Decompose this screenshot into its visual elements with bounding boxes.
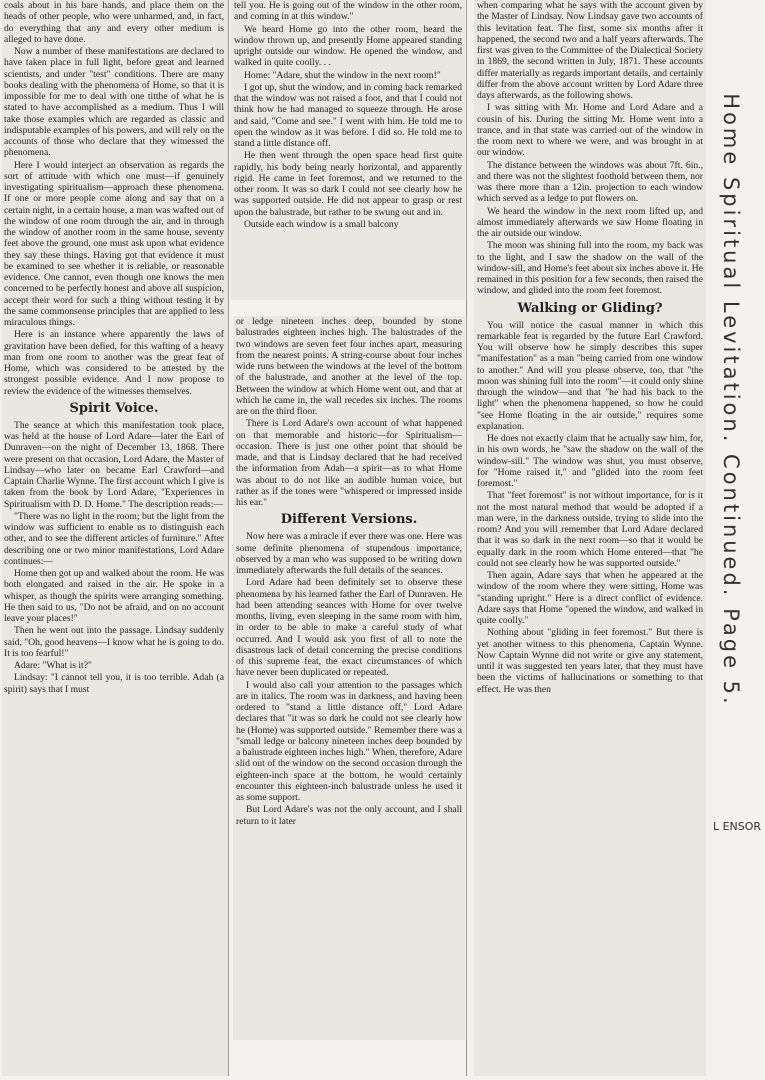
article-column-2-bottom [233, 316, 465, 1040]
paragraph: when comparing what he says with the account given by the Master of Lindsay. Now Lindsay gave two accounts of this levitation feat. The first, some six months after it happened, the second two and a half years afterwards. The first was given to the Committee of the Dialectical Society in 1869, the second written in July, 1871. These accounts differ materially as regards important details, and certainly differ from the above account written by Lord Adare three days afterwards, as the following shows. [477, 0, 703, 101]
handwritten-title: Home Spiritual Levitation. Continued. Page 5. [719, 93, 743, 707]
column-divider [228, 0, 229, 1076]
paragraph: "There was no light in the room; but the light from the window was sufficient to enable us to distinguish each other, and to see the different articles of furniture." After describing one or two minor manifestations, Lord Adare continues:— [4, 510, 224, 567]
paragraph: Here I would interject an observation as regards the sort of attitude with which one must—if genuinely investigating spiritualism—approach these phenomena. If one or more people come along and say that on a certain night, in a certain house, a man was wafted out of the window of one room through the air, and in through the window of another room in the same house, seventy feet above the ground, one must ask upon what evidence they say these things. Having got that evidence it must be examined to see whether it is reliable, or reasonable evidence. One cannot, even though one knows the men concerned to be perfectly honest and above all suspicion, accept their word for such a thing without testing it by the same commonsense principles that are applied to less miraculous things. [4, 159, 224, 328]
paragraph: I was sitting with Mr. Home and Lord Adare and a cousin of his. During the sitting Mr. Home went into a trance, and in that state was carried out of the window in the room next to where we were, and was brought in at our window. [477, 102, 703, 159]
paragraph: Now a number of these manifestations are declared to have taken place in full light, before great and learned scientists, and under "test" conditions. There are many books dealing with the phenomena of Home, so that it is impossible for me to deal with one titthe of what he is stated to have accomplished as a medium. Thus I will take those examples which are regarded as classic and indisputable examples of his powers, and will rely on the accounts of those who declare that they witnessed the phenomena. [4, 46, 224, 159]
paragraph: Then again, Adare says that when he appeared at the window of the room where they were sitting, Home was "standing upright." Here is a direct conflict of evidence. Adare says that Home "opened the window, and walked in quite coolly." [477, 570, 703, 626]
article-column-3 [474, 0, 706, 1076]
signature-stamp: L ENSOR [712, 820, 762, 833]
paragraph: We heard Home go into the other room, heard the window thrown up, and presently Home appeared standing upright outside our window. He opened the window, and walked in quite coolly. . . [234, 23, 462, 69]
column-divider [466, 0, 467, 1076]
paragraph: coals about in his bare hands, and place them on the heads of other people, who were unharmed, and, in fact, do everything that any and every other medium is alleged to have done. [4, 0, 224, 45]
paragraph: He does not exactly claim that he actually saw him, for, in his own words, he "saw the shadow on the wall of the window-sill." The window was shut, you must observe, for "Home raised it," and "glided into the room feet foremost." [477, 433, 703, 489]
paragraph: We heard the window in the next room lifted up, and almost immediately afterwards we saw Home floating in the air outside our window. [477, 205, 703, 239]
paragraph: You will notice the casual manner in which this remarkable feat is regarded by the future Earl Crawford. You will observe how he simply describes this super "manifestation" as a man "being carried from one window to another." And will you please observe, too, that "the moon was shining full into the room"—it could only shine through the window—and that "he had his back to the light" when the phenomena happened, so how he could "see Home floating in the air outside," requires some explanation. [477, 319, 703, 432]
paragraph: But Lord Adare's was not the only account, and I shall return to it later [236, 804, 462, 827]
paragraph: Home then got up and walked about the room. He was both elongated and raised in the air. He spoke in a whisper, as though the spirits were arranging something. He then said to us, "Do not be afraid, and on no account leave your places!" [4, 568, 224, 624]
paragraph: Adare: "What is it?" [14, 660, 92, 671]
section-heading: Different Versions. [280, 512, 418, 528]
paragraph: Home: "Adare, shut the window in the next room!" [244, 69, 441, 81]
paragraph: He then went through the open space head first quite rapidly, his body being nearly horizontal, and apparently rigid. He came in feet foremost, and we returned to the other room. It was so dark I could not see clearly how he was supported outside. He did not appear to grasp or rest upon the balustrade, but rather to be swung out and in. [234, 150, 462, 218]
paragraph: The distance between the windows was about 7ft. 6in., and there was not the slightest foothold between them, nor was there more than a 12in. projection to each window which served as a ledge to put flowers on. [477, 159, 703, 205]
paragraph: Lindsay: "I cannot tell you, it is too terrible. Adah (a spirit) says that I must [4, 672, 224, 695]
paragraph: There is Lord Adare's own account of what happened on that memorable and historic—for Spiritualism—occasion. There is just one other point that should be made, and that is Lindsay declared that he had received the information from Adah—a spirit—as to what Home was about to do not like an audible human voice, but rather as if the tones were "whispered or impressed inside his ear." [236, 418, 462, 508]
paragraph: Nothing about "gliding in feet foremost." But there is yet another witness to this phenomena, Captain Wynne. Now Captain Wynne did not write or give any statement, until it was suggested ten years later, that they must have been the victims of hallucinations or something to that effect. He was then [477, 627, 703, 695]
paragraph: or ledge nineteen inches deep, bounded by stone balustrades eighteen inches high. The balustrades of the two windows are seven feet four inches apart, measuring from the nearest points. A string-course about four inches wide runs between the windows at the level of the bottom of the balustrade, and another at the level of the top. Between the window at which Home went out, and that at which he came in, the wall recedes six inches. The rooms are on the third floor. [236, 316, 462, 417]
paragraph: The moon was shining full into the room, my back was to the light, and I saw the shadow on the wall of the window-sill, and Home's feet about six inches above it. He remained in this position for a few seconds, then raised the window, and glided into the room feet foremost. [477, 240, 703, 297]
paragraph: The seance at which this manifestation took place, was held at the house of Lord Adare—later the Earl of Dunraven—on the night of December 13, 1868. There were present on that occasion, Lord Adare, the Master of Lindsay—who later on became Earl Crawford—and Captain Charlie Wynne. The first account which I give is taken from the book by Lord Adare, "Experiences in Spiritualism with D. D. Home." The description reads:— [4, 419, 224, 510]
paragraph: Now here was a miracle if ever there was one. Here was some definite phenomena of stupendous importance, observed by a man who was supposed to be writing down immediately afterwards the full details of the seances. [236, 531, 462, 576]
paragraph: Then he went out into the passage. Lindsay suddenly said, "Oh, good heavens—I know what he is going to do. It is too fearful!" [4, 625, 224, 659]
paragraph: tell you. He is going out of the window in the other room, and coming in at this window." [234, 0, 462, 23]
article-column-1 [2, 0, 228, 1076]
paragraph: Outside each window is a small balcony [244, 218, 399, 230]
paragraph: That "feet foremost" is not without importance, for is it not the most natural method that would be adopted if a man were, in the darkness outside, trying to slide into the room? And you will remember that Lord Adare declared that it was so dark in the next room—so that it would be equally dark in the room which Home entered—that "he could not see clearly how he was supported outside." [477, 490, 703, 569]
paragraph: Here is an instance where apparently the laws of gravitation have been defied, for this wafting of a heavy man from one room to another was the great feat of Home, which was considered to be attested by the strongest possible evidence. And I now propose to review the evidence of the witnesses themselves. [4, 329, 224, 397]
section-heading: Walking or Gliding? [517, 300, 663, 316]
paragraph: I would also call your attention to the passages which are in italics. The room was in darkness, and having been ordered to "stand a little distance off," Lord Adare declares that "it was so dark he could not see clearly how he (Home) was supported outside." Remember there was a "small ledge or balcony nineteen inches deep bounded by a balustrade eighteen inches high." When, therefore, Adare slid out of the window on the second occasion through the eighteen-inch space at the bottom, he would certainly encounter this eighteen-inch balustrade unless he used it as some support. [236, 679, 462, 803]
section-heading: Spirit Voice. [69, 400, 159, 416]
paragraph: I got up, shut the window, and in coming back remarked that the window was not raised a foot, and that I could not think how he had managed to squeeze through. He arose and said, "Come and see." I went with him. He told me to open the window as it was before. I did so. He told me to stand a little distance off. [234, 81, 462, 149]
paragraph: Lord Adare had been definitely set to observe these phenomena by his learned father the Earl of Dunraven. He had been attending seances with Home for over twelve months, living, even sleeping in the same room with him, in order to be able to make a careful study of what occurred. And I would ask you first of all to note the disastrous lack of detail concerning the precise conditions of this supreme feat, the exact circumstances of which have never been duplicated or repeated. [236, 577, 462, 679]
article-column-2-top [231, 0, 465, 300]
